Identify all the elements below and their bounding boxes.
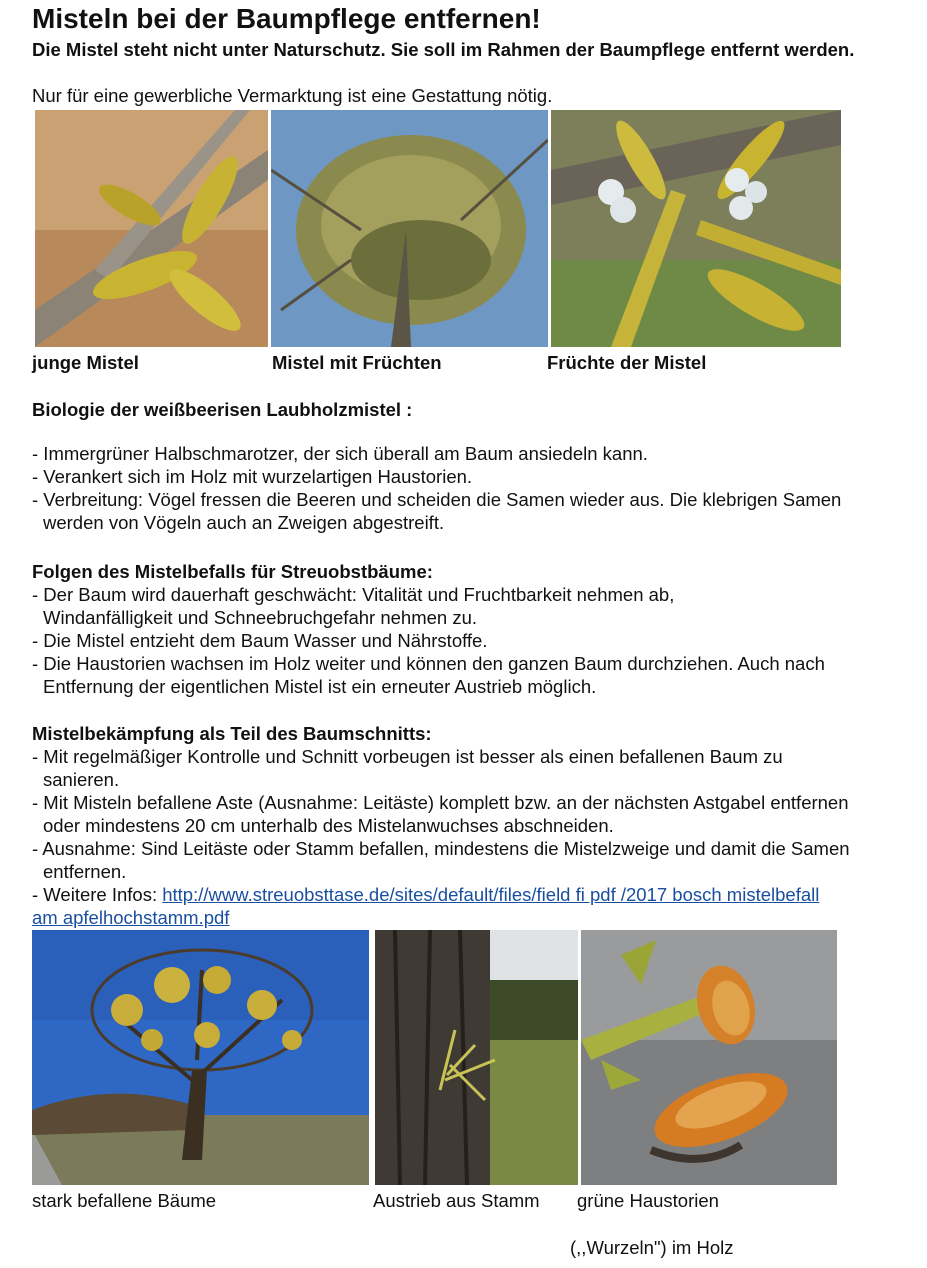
list-item: - Der Baum wird dauerhaft geschwächt: Vitalität und Fruchtbarkeit nehmen ab, Windanfälligkeit und Schneebruchgefahr nehmen zu. (32, 584, 675, 628)
intro-bold: Die Mistel steht nicht unter Naturschutz. Sie soll im Rahmen der Baumpflege entfernt werden. (32, 39, 855, 60)
more-info-label: - Weitere Infos: (32, 884, 163, 905)
list-item: - Die Haustorien wachsen im Holz weiter und können den ganzen Baum durchziehen. Auch nach Entfernung der eigentlichen Mistel ist ein erneuter Austrieb möglich. (32, 653, 825, 697)
caption-trunk-sprout: Austrieb aus Stamm (373, 1190, 540, 1211)
list-item: - Verankert sich im Holz mit wurzelartigen Haustorien. (32, 466, 473, 487)
consequences-heading: Folgen des Mistelbefalls für Streuobstbäume: (32, 561, 433, 582)
intro-plain: Nur für eine gewerbliche Vermarktung ist eine Gestattung nötig. (32, 85, 553, 106)
page-title: Misteln bei der Baumpflege entfernen! (32, 3, 541, 34)
biology-heading: Biologie der weißbeerisen Laubholzmistel : (32, 399, 413, 420)
caption-heavily-infested-trees: stark befallene Bäume (32, 1190, 217, 1211)
biology-section (32, 398, 892, 534)
heavily-infested-trees-photo (32, 930, 369, 1185)
caption-roots-in-wood: (,,Wurzeln") im Holz (570, 1237, 734, 1258)
green-haustoria-photo (581, 930, 837, 1185)
caption-young-mistletoe: junge Mistel (32, 352, 139, 373)
list-item: - Mit regelmäßiger Kontrolle und Schnitt vorbeugen ist besser als einen befallenen Baum zu sanieren. (32, 746, 783, 790)
young-mistletoe-photo (35, 110, 268, 347)
list-item: - Ausnahme: Sind Leitäste oder Stamm befallen, mindestens die Mistelzweige und damit die Samen entfernen. (32, 838, 850, 882)
control-heading: Mistelbekämpfung als Teil des Baumschnitts: (32, 723, 432, 744)
mistletoe-fruits-photo (551, 110, 841, 347)
list-item: - Immergrüner Halbschmarotzer, der sich überall am Baum ansiedeln kann. (32, 443, 648, 464)
caption-mistletoe-fruits: Früchte der Mistel (547, 352, 707, 373)
consequences-section (32, 560, 892, 698)
list-item (32, 883, 892, 929)
trunk-sprout-photo (375, 930, 578, 1185)
list-item: - Mit Misteln befallene Aste (Ausnahme: Leitäste) komplett bzw. an der nächsten Astgabel entfernen oder mindestens 20 cm unterhalb des Mistelanwuchses abschneiden. (32, 792, 849, 836)
list-item: - Die Mistel entzieht dem Baum Wasser und Nährstoffe. (32, 630, 488, 651)
mistletoe-with-fruits-photo (271, 110, 548, 347)
more-info-link[interactable]: http://www.streuobsttase.de/sites/default/files/field fi pdf /2017 bosch mistelbefall am apfelhochstamm.pdf (32, 884, 820, 928)
caption-mistletoe-with-fruits: Mistel mit Früchten (272, 352, 442, 373)
caption-green-haustoria: grüne Haustorien (577, 1190, 719, 1211)
control-section (32, 722, 892, 929)
list-item: - Verbreitung: Vögel fressen die Beeren und scheiden die Samen wieder aus. Die klebrigen Samen werden von Vögeln auch an Zweigen abgestreift. (32, 489, 842, 533)
